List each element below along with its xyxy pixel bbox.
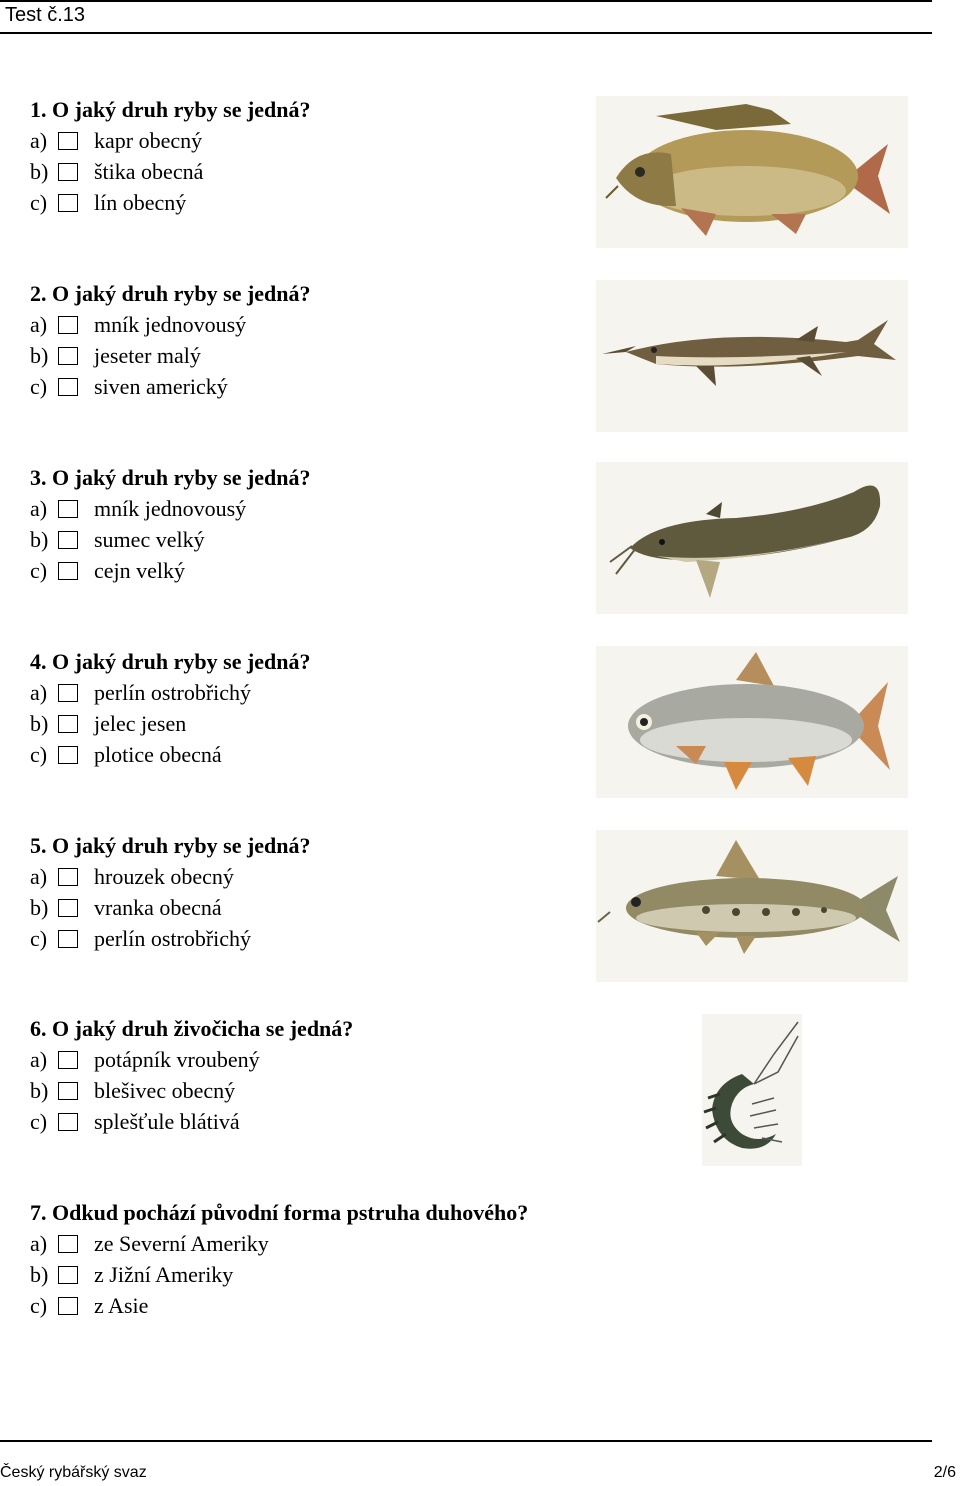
chub-illustration	[596, 646, 908, 798]
answer-checkbox[interactable]	[58, 715, 78, 733]
answer-option-b[interactable]: b) jelec jesen	[30, 711, 187, 736]
question-title: 3. O jaký druh ryby se jedná?	[30, 465, 311, 490]
answer-option-c[interactable]: c) z Asie	[30, 1293, 149, 1318]
answer-checkbox[interactable]	[58, 1082, 78, 1100]
question-title: 6. O jaký druh živočicha se jedná?	[30, 1016, 354, 1041]
question-title: 1. O jaký druh ryby se jedná?	[30, 97, 311, 122]
answer-checkbox[interactable]	[58, 1113, 78, 1131]
answer-option-c[interactable]: c) plotice obecná	[30, 742, 222, 767]
question-title: 5. O jaký druh ryby se jedná?	[30, 833, 311, 858]
answer-checkbox[interactable]	[58, 746, 78, 764]
page-header-title: Test č.13	[5, 4, 86, 26]
answer-checkbox[interactable]	[58, 562, 78, 580]
question-7	[30, 1197, 528, 1321]
answer-checkbox[interactable]	[58, 1297, 78, 1315]
answer-option-b[interactable]: b) blešivec obecný	[30, 1078, 236, 1103]
question-1	[30, 94, 311, 218]
answer-option-c[interactable]: c) splešťule blátivá	[30, 1109, 240, 1134]
answer-checkbox[interactable]	[58, 930, 78, 948]
answer-option-a[interactable]: a) kapr obecný	[30, 128, 203, 153]
answer-option-a[interactable]: a) perlín ostrobřichý	[30, 680, 252, 705]
question-title: 4. O jaký druh ryby se jedná?	[30, 649, 311, 674]
answer-checkbox[interactable]	[58, 684, 78, 702]
answer-checkbox[interactable]	[58, 868, 78, 886]
answer-checkbox[interactable]	[58, 1266, 78, 1284]
answer-checkbox[interactable]	[58, 163, 78, 181]
catfish-illustration	[596, 462, 908, 614]
footer-organization: Český rybářský svaz	[0, 1464, 147, 1481]
answer-option-b[interactable]: b) sumec velký	[30, 527, 205, 552]
answer-option-a[interactable]: a) mník jednovousý	[30, 496, 247, 521]
answer-checkbox[interactable]	[58, 1235, 78, 1253]
answer-option-a[interactable]: a) ze Severní Ameriky	[30, 1231, 269, 1256]
answer-option-c[interactable]: c) perlín ostrobřichý	[30, 926, 252, 951]
footer-rule	[0, 1440, 932, 1442]
answer-checkbox[interactable]	[58, 531, 78, 549]
answer-checkbox[interactable]	[58, 316, 78, 334]
answer-option-c[interactable]: c) cejn velký	[30, 558, 186, 583]
question-6	[30, 1013, 353, 1137]
answer-option-a[interactable]: a) potápník vroubený	[30, 1047, 260, 1072]
header-rule-top	[0, 0, 932, 2]
carp-illustration	[596, 96, 908, 248]
question-4	[30, 646, 311, 770]
question-2	[30, 278, 311, 402]
answer-option-b[interactable]: b) štika obecná	[30, 159, 204, 184]
sturgeon-illustration	[596, 280, 908, 432]
answer-option-b[interactable]: b) z Jižní Ameriky	[30, 1262, 234, 1287]
answer-option-b[interactable]: b) vranka obecná	[30, 895, 222, 920]
question-title: 7. Odkud pochází původní forma pstruha duhového?	[30, 1200, 529, 1225]
answer-option-c[interactable]: c) siven americký	[30, 374, 228, 399]
answer-option-a[interactable]: a) mník jednovousý	[30, 312, 247, 337]
gudgeon-illustration	[596, 830, 908, 982]
answer-checkbox[interactable]	[58, 500, 78, 518]
question-5	[30, 830, 311, 954]
answer-option-a[interactable]: a) hrouzek obecný	[30, 864, 234, 889]
page-number: 2/6	[933, 1464, 956, 1481]
question-3	[30, 462, 311, 586]
answer-checkbox[interactable]	[58, 347, 78, 365]
answer-checkbox[interactable]	[58, 194, 78, 212]
question-title: 2. O jaký druh ryby se jedná?	[30, 281, 311, 306]
answer-checkbox[interactable]	[58, 378, 78, 396]
answer-option-c[interactable]: c) lín obecný	[30, 190, 187, 215]
answer-checkbox[interactable]	[58, 899, 78, 917]
amphipod-illustration	[702, 1014, 802, 1166]
header-rule-bottom	[0, 32, 932, 34]
answer-checkbox[interactable]	[58, 132, 78, 150]
answer-option-b[interactable]: b) jeseter malý	[30, 343, 201, 368]
answer-checkbox[interactable]	[58, 1051, 78, 1069]
